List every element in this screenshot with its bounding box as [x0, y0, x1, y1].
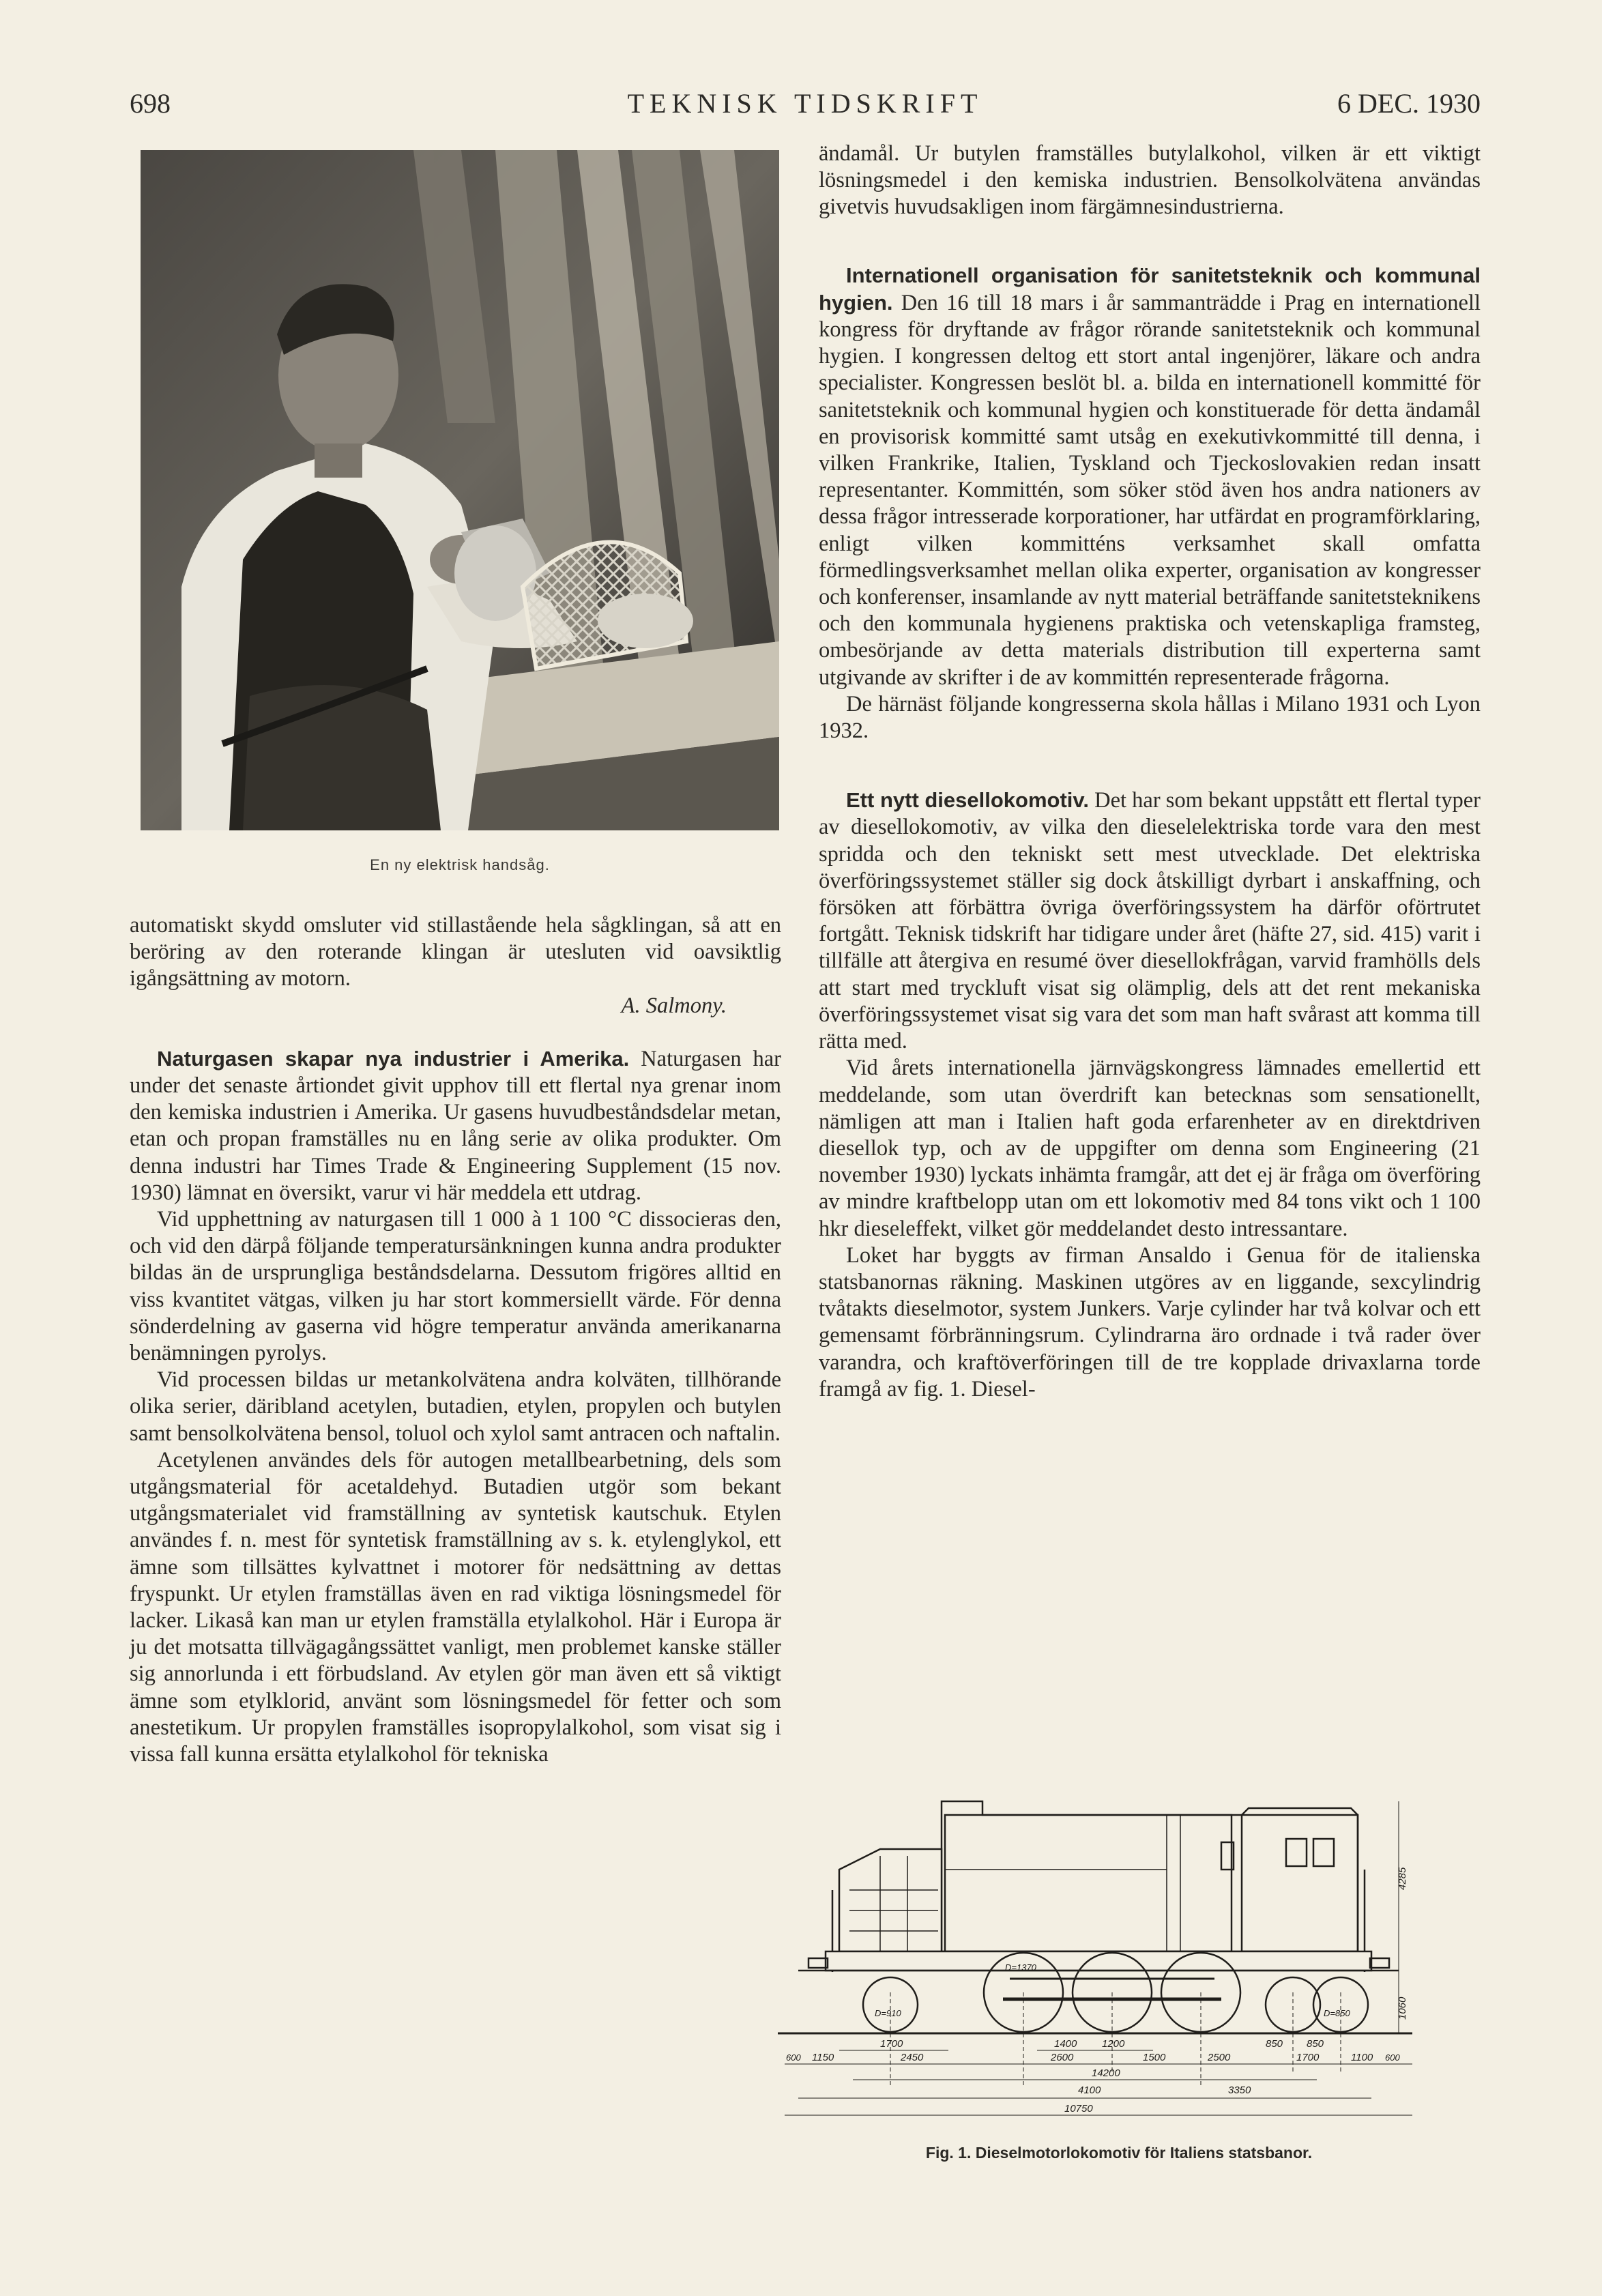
dimension-label: 4100 — [1078, 2084, 1101, 2096]
dimension-label: 1700 — [1296, 2052, 1320, 2063]
page-number: 698 — [130, 88, 171, 119]
dimension-label: 2500 — [1208, 2052, 1231, 2063]
dimension-label: 3350 — [1228, 2084, 1251, 2096]
issue-date: 6 DEC. 1930 — [1337, 88, 1481, 119]
locomotive-drawing — [675, 1788, 1481, 2142]
paragraph: ändamål. Ur butylen framställes butylalkohol, vilken är ett viktigt lösningsmedel i den kemiska industrien. Bensolkolvätena användas givetvis huvudsakligen inom färgämnesindustrierna. — [819, 141, 1481, 220]
dimension-label: 1150 — [812, 2052, 834, 2063]
dimension-label: 1400 — [1054, 2038, 1077, 2050]
article-heading: Ett nytt diesellokomotiv. — [846, 788, 1089, 813]
paragraph: Acetylenen användes dels för autogen metallbearbetning, dels som utgångsmaterial för acetaldehyd. Butadien utgör som bekant utgångsmaterialet vid framställning av syntetisk kautschuk. Etylen användes f. n. mest för syntetisk framställning av s. k. etylenglykol, ett ämne som tillsättes kylvattnet i motorer för nedsättning av dettas fryspunkt. Ur etylen framställas även en rad viktiga lösningsmedel för lacker. Likaså kan man ur etylen framställa etylalkohol. Här i Europa är ju det motsatta tillvägagångssättet vanligt, men problemet kanske ställer sig annorlunda i ett förbudsland. Av etylen gör man även ett så viktigt ämne som etylklorid, använt som lösningsmedel för fetter och som anestetikum. Ur propylen framställes isopropylalkohol, som visat sig i vissa fall kunna ersätta etylalkohol för tekniska — [130, 1447, 781, 1767]
dimension-label: 1500 — [1143, 2052, 1166, 2063]
article-heading: Naturgasen skapar nya industrier i Amerika. — [157, 1046, 630, 1071]
locomotive-figure — [675, 1788, 1481, 2142]
paragraph: Den 16 till 18 mars i år sammanträdde i Prag en internationell kongress för dryftande av frågor rörande sanitetsteknik och kommunal hygien. I kongressen deltog ett stort antal ingenjörer, läkare och andra specialister. Kongressen beslöt bl. a. bilda en internationell kommitté för sanitetsteknik och kommunal hygien och konstituerade för detta ändamål en provisorisk kommitté samt utsåg en exekutivkommitté till denna, i vilken Frankrike, Italien, Tyskland och Tjeckoslovakien redan insatt representanter. Kommittén, som söker stöd även hos andra nationers av dessa frågor intresserade korporationer, har utfärdat en programförklaring, enligt vilken kommitténs verksamhet skall omfatta förmedlingsverksamhet mellan olika experter, organisation av kongresser och konferenser, insamlande av nytt material beträffande sanitetsteknikens och den kommunala hygienens praktiska och vetenskapliga framsteg, ombesörjande av detta materials distribution till experterna samt utgivande av skrifter i de av kommittén representerade frågorna. — [819, 290, 1481, 690]
paragraph: Vid upphettning av naturgasen till 1 000 à 1 100 °C dissocieras den, och vid den därpå följande temperatursänkningen kunna andra produkter bildas än de ursprungliga beståndsdelarna. Dessutom frigöres alltid en viss kvantitet vätgas, vilken ju har stort kommersiellt värde. För denna sönderdelning av gaserna vid högre temperatur använda amerikanarna benämningen pyrolys. — [130, 1207, 781, 1366]
handsaw-photo — [141, 150, 779, 830]
dimension-label: 850 — [1266, 2038, 1283, 2050]
figure-caption: Fig. 1. Dieselmotorlokomotiv för Italiens statsbanor. — [925, 2144, 1313, 2162]
paragraph: Det har som bekant uppstått ett flertal typer av diesellokomotiv, av vilka den dieselelektriska torde vara den mest spridda och den tekniskt sett mest utvecklade. Det elektriska överföringssystemet ställer sig dock åtskilligt dyrbart i anskaffning, och försöken att förbättra övriga överföringssystem ha därför oförtrutet fortgått. Teknisk tidskrift har tidigare under året (häfte 27, sid. 415) varit i tillfälle att återgiva en resumé över diesellokfrågan, varvid framhölls dels att start med tryckluft visat sig olämplig, dels att det rent mekaniska överföringssystemet visat sig vara det som man haft svårast att komma till rätta med. — [819, 788, 1481, 1054]
wheel-label: D=910 — [875, 2008, 901, 2018]
dimension-label: 600 — [786, 2052, 801, 2063]
dimension-label: 600 — [1385, 2052, 1400, 2063]
paragraph: Naturgasen har under det senaste årtiondet givit upphov till ett flertal nya grenar inom den kemiska industrien i Amerika. Ur gasens huvudbeståndsdelar metan, etan och propan framställes nu en lång serie av olika produkter. Om denna industri har Times Trade & Engineering Supplement (15 nov. 1930) lämnat en översikt, varur vi här meddela ett utdrag. — [130, 1046, 781, 1205]
dimension-label: 1100 — [1351, 2052, 1373, 2063]
paragraph: De härnäst följande kongresserna skola hållas i Milano 1931 och Lyon 1932. — [819, 691, 1481, 744]
paragraph: Vid processen bildas ur metankolvätena andra kolväten, tillhörande olika serier, däribland acetylen, butadien, etylen, propylen och butylen samt bensolkolvätena bensol, toluol och xylol samt antracen och naftalin. — [130, 1367, 781, 1446]
wheel-label: D=1370 — [1005, 1962, 1036, 1973]
paragraph: automatiskt skydd omsluter vid stillastående hela sågklingan, så att en beröring av den roterande klingan är utesluten vid oavsiktlig igångsättning av motorn. — [130, 913, 781, 991]
article-diesel — [819, 787, 1481, 1055]
running-head — [130, 87, 1481, 128]
dimension-label: 2600 — [1051, 2052, 1074, 2063]
dimension-label: 1060 — [1397, 1996, 1408, 2020]
left-column — [130, 912, 781, 1768]
dimension-label: 1200 — [1102, 2038, 1125, 2050]
dimension-label: 4285 — [1397, 1867, 1408, 1890]
dimension-label: 2450 — [901, 2052, 924, 2063]
article-naturgas — [130, 1045, 781, 1206]
author-signature: A. Salmony. — [621, 993, 727, 1018]
article-heading: Internationell organisation för sanitetsteknik och kommunal hygien. — [819, 263, 1481, 315]
paragraph: Vid årets internationella järnvägskongress lämnades emellertid ett meddelande, som utan överdrift kan betecknas som sensationellt, nämligen att man i Italien haft goda erfarenheter av en direktdriven diesellok typ, och av de uppgifter om denna som Engineering (21 november 1930) lyckats inhämta framgår, att det ej är fråga om överföring av mindre kraftbelopp utan om ett lokomotiv med 84 tons vikt och 1 100 hkr dieseleffekt, vilket gör meddelandet desto intressantare. — [819, 1056, 1481, 1241]
dimension-label: 1700 — [880, 2038, 903, 2050]
dimension-label: 14200 — [1092, 2067, 1120, 2079]
dimension-label: 850 — [1307, 2038, 1324, 2050]
dimension-label: 10750 — [1064, 2103, 1093, 2115]
wheel-label: D=850 — [1324, 2008, 1350, 2018]
right-column — [819, 141, 1481, 1403]
article-sanitet — [819, 262, 1481, 691]
journal-title: TEKNISK TIDSKRIFT — [627, 88, 983, 119]
paragraph: Loket har byggts av firman Ansaldo i Genua för de italienska statsbanornas räkning. Maskinen utgöres av en liggande, sexcylindrig tvåtakts dieselmotor, system Junkers. Varje cylinder har två kolvar och ett gemensamt förbränningsrum. Cylindrarna äro ordnade i två rader över varandra, och kraftöverföringen till de tre kopplade drivaxlarna torde framgå av fig. 1. Diesel- — [819, 1243, 1481, 1401]
photo-caption: En ny elektrisk handsåg. — [370, 856, 550, 873]
handsaw-photo-image — [141, 150, 779, 830]
